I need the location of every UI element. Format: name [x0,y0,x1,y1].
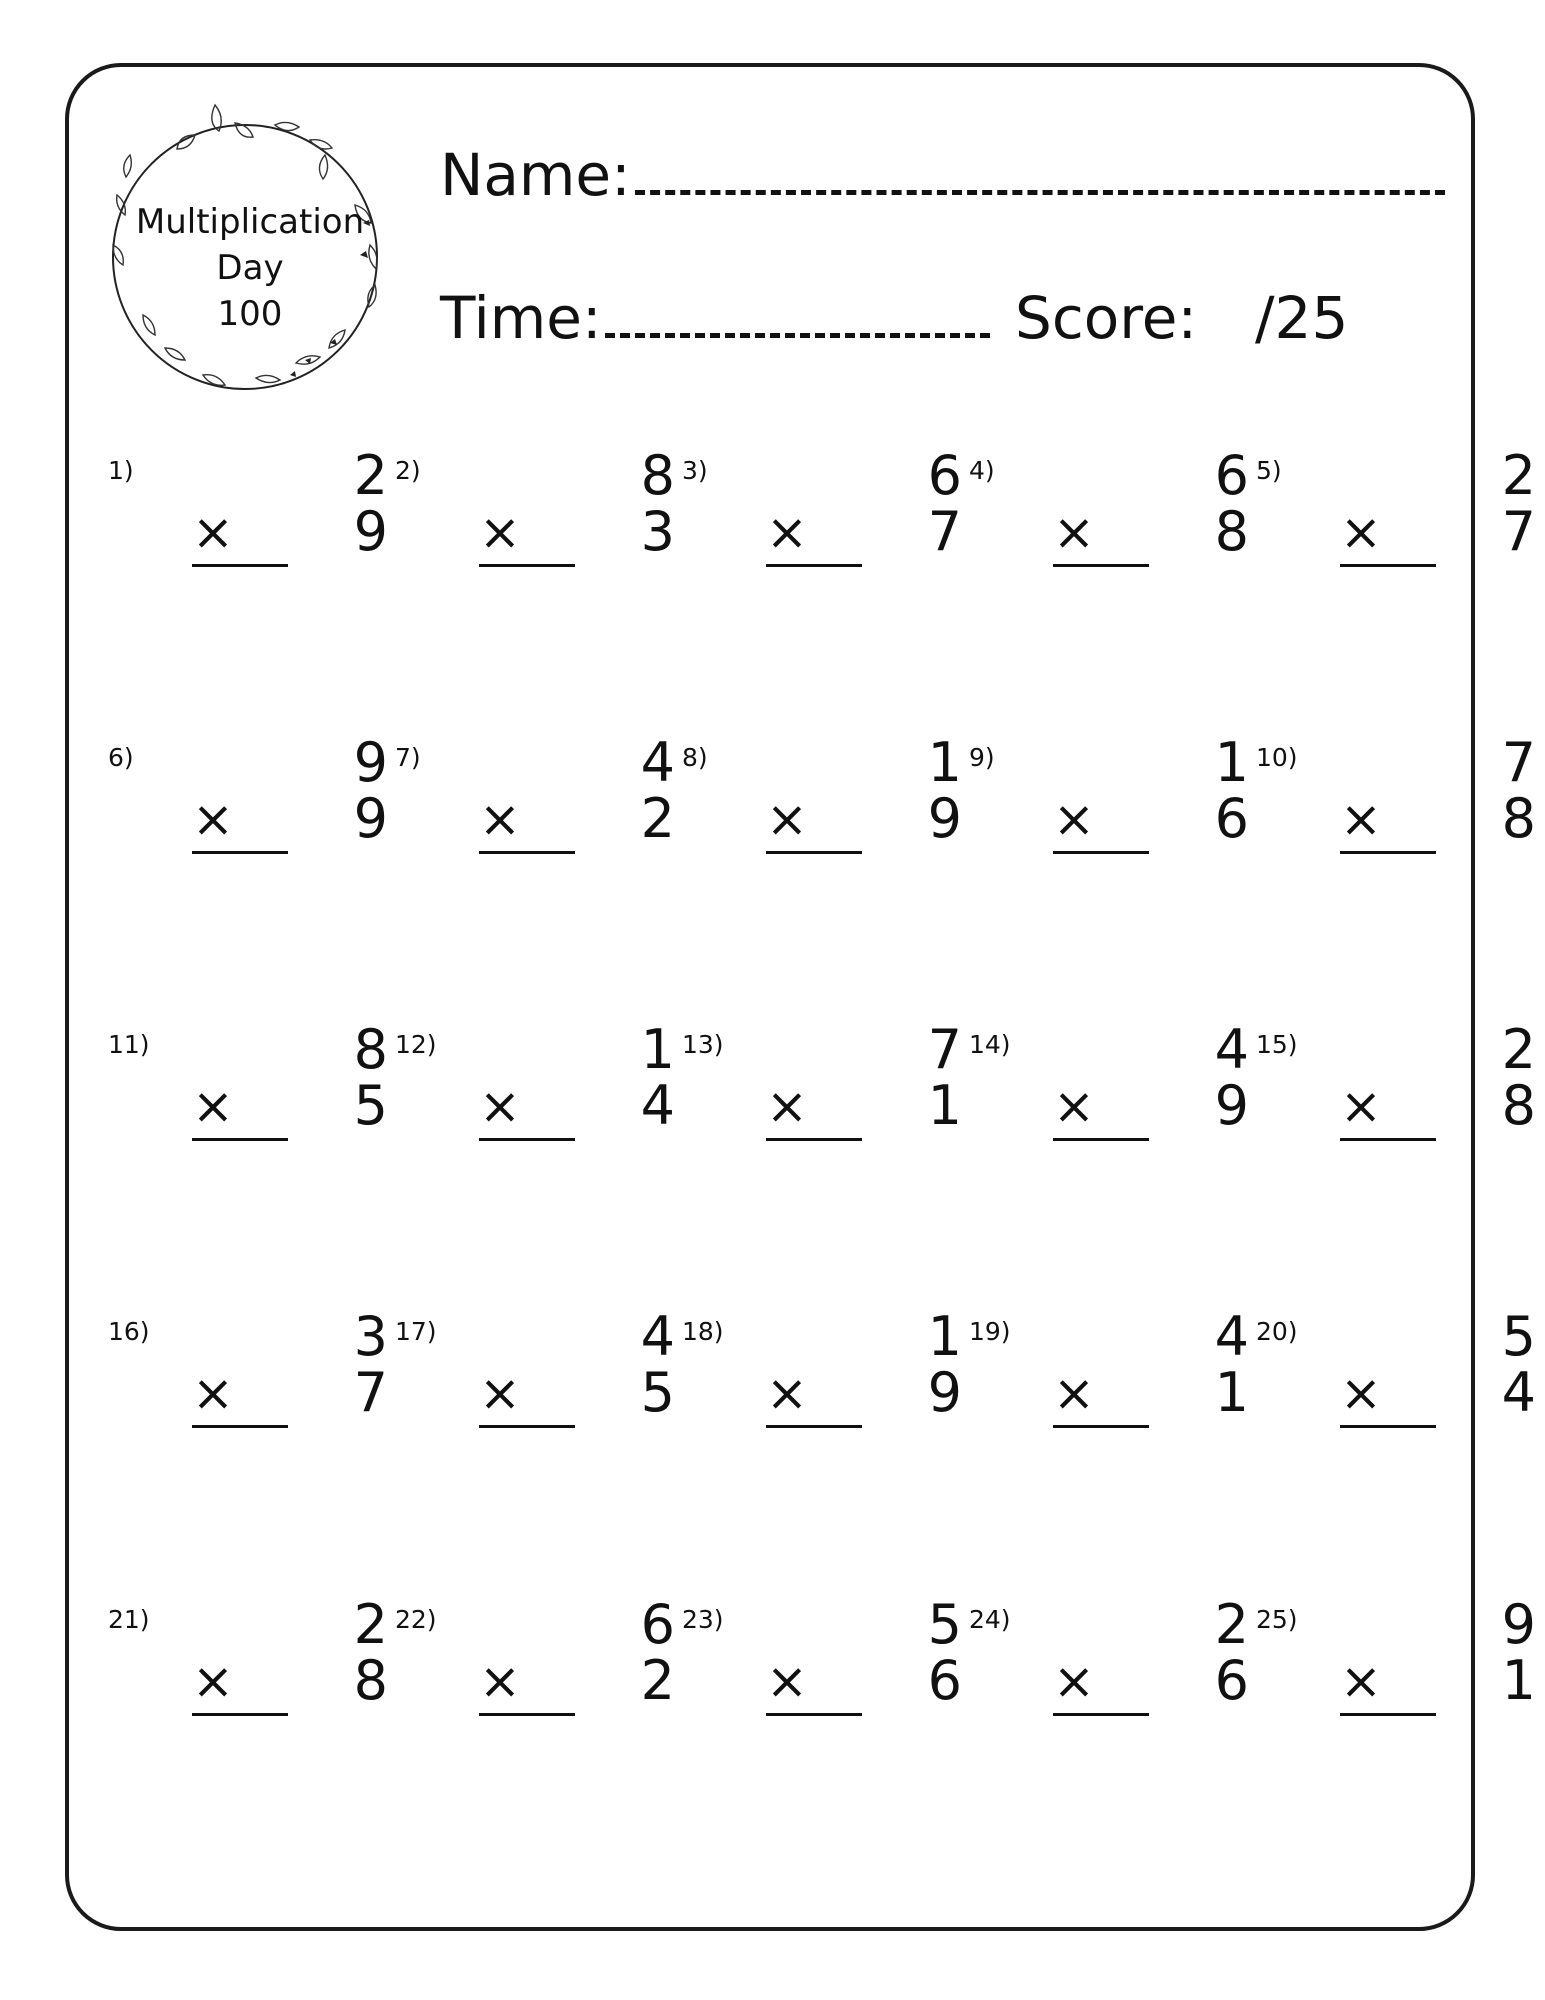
answer-line[interactable] [192,1138,288,1141]
problem-number: 15) [1256,1030,1298,1059]
name-label: Name: [440,141,631,209]
problem-top-factor: 4 [1214,1018,1249,1081]
problem-bottom-row [192,1649,388,1712]
answer-line[interactable] [766,1138,862,1141]
problem-bottom-factor: 5 [353,1074,388,1137]
multiply-sign: × [479,503,521,561]
problem-number: 10) [1256,743,1298,772]
problem-top-factor: 7 [1501,731,1536,794]
problem-bottom-row [766,1074,962,1137]
problem-item [395,444,675,608]
problem-bottom-row [479,787,675,850]
problem-number: 6) [108,743,134,772]
problem-item [1256,1305,1536,1469]
problem-top-factor: 2 [353,1593,388,1656]
problem-bottom-row [1053,1074,1249,1137]
problem-number: 1) [108,456,134,485]
answer-line[interactable] [1053,1138,1149,1141]
multiply-sign: × [1053,1077,1095,1135]
problem-item [108,1593,388,1757]
problem-bottom-row [766,500,962,563]
problem-bottom-factor: 9 [353,787,388,850]
problem-number: 24) [969,1605,1011,1634]
problem-top-factor: 8 [353,1018,388,1081]
problem-number: 17) [395,1317,437,1346]
problem-item [969,1593,1249,1757]
multiply-sign: × [192,1077,234,1135]
multiply-sign: × [192,503,234,561]
answer-line[interactable] [479,1713,575,1716]
problem-bottom-row [1340,787,1536,850]
problem-top-factor: 6 [640,1593,675,1656]
problem-item [682,731,962,895]
problem-top-factor: 6 [927,444,962,507]
multiply-sign: × [479,1652,521,1710]
problem-bottom-factor: 1 [1214,1361,1249,1424]
multiply-sign: × [1340,1364,1382,1422]
problem-item [395,1305,675,1469]
problem-item [108,444,388,608]
problem-item [1256,444,1536,608]
problem-item [969,1305,1249,1469]
problem-number: 18) [682,1317,724,1346]
multiply-sign: × [479,1077,521,1135]
problem-bottom-row [766,1361,962,1424]
problem-number: 25) [1256,1605,1298,1634]
problem-item [682,1018,962,1182]
problem-top-factor: 2 [353,444,388,507]
problem-bottom-factor: 9 [353,500,388,563]
problem-bottom-factor: 2 [640,1649,675,1712]
score-total: /25 [1255,284,1349,352]
multiply-sign: × [1053,503,1095,561]
problem-bottom-row [192,1074,388,1137]
problem-item [1256,731,1536,895]
problem-top-factor: 2 [1501,444,1536,507]
problem-bottom-factor: 8 [1501,1074,1536,1137]
multiply-sign: × [192,790,234,848]
problem-bottom-factor: 5 [640,1361,675,1424]
problem-bottom-row [1340,500,1536,563]
answer-line[interactable] [1340,1425,1436,1428]
problem-top-factor: 5 [1501,1305,1536,1368]
problem-top-factor: 6 [1214,444,1249,507]
problem-top-factor: 8 [640,444,675,507]
problem-number: 3) [682,456,708,485]
problem-bottom-row [479,500,675,563]
badge-day-label: Day [216,248,284,288]
answer-line[interactable] [479,1425,575,1428]
problem-bottom-row [766,1649,962,1712]
answer-line[interactable] [1053,1425,1149,1428]
name-field-line[interactable] [635,190,1445,195]
problem-number: 7) [395,743,421,772]
problem-number: 20) [1256,1317,1298,1346]
answer-line[interactable] [766,1425,862,1428]
problem-item [1256,1018,1536,1182]
multiply-sign: × [766,1652,808,1710]
problem-item [682,1593,962,1757]
problem-bottom-row [479,1361,675,1424]
badge-title: Multiplication [135,202,365,242]
problem-bottom-row [1053,1649,1249,1712]
problem-item [969,444,1249,608]
problem-number: 4) [969,456,995,485]
multiply-sign: × [766,1077,808,1135]
problem-bottom-factor: 2 [640,787,675,850]
multiply-sign: × [1340,790,1382,848]
multiply-sign: × [1340,503,1382,561]
answer-line[interactable] [766,851,862,854]
title-badge [95,95,405,405]
problem-number: 21) [108,1605,150,1634]
problem-bottom-row [192,787,388,850]
multiply-sign: × [479,790,521,848]
problem-item [108,1305,388,1469]
problem-top-factor: 9 [353,731,388,794]
problem-item [969,731,1249,895]
problem-bottom-factor: 7 [353,1361,388,1424]
answer-line[interactable] [192,564,288,567]
answer-line[interactable] [479,851,575,854]
problem-number: 8) [682,743,708,772]
problem-bottom-row [1340,1361,1536,1424]
problem-bottom-factor: 4 [640,1074,675,1137]
problem-number: 16) [108,1317,150,1346]
problem-item [395,731,675,895]
problem-bottom-factor: 9 [927,1361,962,1424]
problem-item [682,1305,962,1469]
multiply-sign: × [479,1364,521,1422]
problem-number: 23) [682,1605,724,1634]
problem-bottom-row [479,1074,675,1137]
answer-line[interactable] [1053,851,1149,854]
problem-top-factor: 4 [640,731,675,794]
problem-top-factor: 1 [640,1018,675,1081]
problem-item [108,731,388,895]
problem-number: 13) [682,1030,724,1059]
answer-line[interactable] [1340,851,1436,854]
problem-bottom-row [1340,1074,1536,1137]
problem-bottom-row [766,787,962,850]
problem-top-factor: 4 [640,1305,675,1368]
problem-bottom-factor: 6 [1214,1649,1249,1712]
answer-line[interactable] [1340,564,1436,567]
score-label: Score: [1015,284,1197,352]
problem-bottom-factor: 6 [927,1649,962,1712]
problem-top-factor: 4 [1214,1305,1249,1368]
problem-bottom-factor: 1 [1501,1649,1536,1712]
problem-bottom-factor: 9 [927,787,962,850]
multiply-sign: × [766,503,808,561]
problem-bottom-row [1340,1649,1536,1712]
time-field-line[interactable] [605,333,990,338]
problem-bottom-factor: 8 [1214,500,1249,563]
problem-number: 14) [969,1030,1011,1059]
problem-bottom-row [1053,787,1249,850]
badge-day-number: 100 [217,294,283,334]
multiply-sign: × [192,1364,234,1422]
problem-item [969,1018,1249,1182]
answer-line[interactable] [1053,564,1149,567]
answer-line[interactable] [766,564,862,567]
problem-top-factor: 1 [927,1305,962,1368]
multiply-sign: × [1053,790,1095,848]
problem-bottom-row [479,1649,675,1712]
problem-top-factor: 9 [1501,1593,1536,1656]
problem-top-factor: 2 [1214,1593,1249,1656]
problem-item [1256,1593,1536,1757]
answer-line[interactable] [1053,1713,1149,1716]
answer-line[interactable] [1340,1138,1436,1141]
multiply-sign: × [766,790,808,848]
problem-top-factor: 1 [927,731,962,794]
problem-top-factor: 3 [353,1305,388,1368]
problem-bottom-factor: 4 [1501,1361,1536,1424]
problem-number: 5) [1256,456,1282,485]
problem-number: 9) [969,743,995,772]
answer-line[interactable] [479,1138,575,1141]
answer-line[interactable] [766,1713,862,1716]
problem-bottom-row [1053,500,1249,563]
answer-line[interactable] [192,1713,288,1716]
problem-top-factor: 7 [927,1018,962,1081]
multiply-sign: × [766,1364,808,1422]
multiply-sign: × [192,1652,234,1710]
multiply-sign: × [1053,1652,1095,1710]
problem-bottom-factor: 7 [927,500,962,563]
problem-top-factor: 5 [927,1593,962,1656]
problem-item [395,1593,675,1757]
answer-line[interactable] [192,851,288,854]
problem-bottom-factor: 7 [1501,500,1536,563]
problem-bottom-row [192,1361,388,1424]
problem-bottom-factor: 1 [927,1074,962,1137]
problem-bottom-row [192,500,388,563]
problem-bottom-factor: 8 [1501,787,1536,850]
problem-item [682,444,962,608]
problem-number: 2) [395,456,421,485]
problem-number: 11) [108,1030,150,1059]
answer-line[interactable] [192,1425,288,1428]
problem-bottom-factor: 3 [640,500,675,563]
problem-top-factor: 1 [1214,731,1249,794]
problem-number: 12) [395,1030,437,1059]
problem-item [395,1018,675,1182]
problem-bottom-factor: 9 [1214,1074,1249,1137]
answer-line[interactable] [479,564,575,567]
problem-bottom-row [1053,1361,1249,1424]
multiply-sign: × [1340,1652,1382,1710]
problem-bottom-factor: 6 [1214,787,1249,850]
problem-top-factor: 2 [1501,1018,1536,1081]
problem-bottom-factor: 8 [353,1649,388,1712]
multiply-sign: × [1340,1077,1382,1135]
multiply-sign: × [1053,1364,1095,1422]
problem-number: 22) [395,1605,437,1634]
answer-line[interactable] [1340,1713,1436,1716]
time-label: Time: [440,284,602,352]
problem-item [108,1018,388,1182]
problem-number: 19) [969,1317,1011,1346]
